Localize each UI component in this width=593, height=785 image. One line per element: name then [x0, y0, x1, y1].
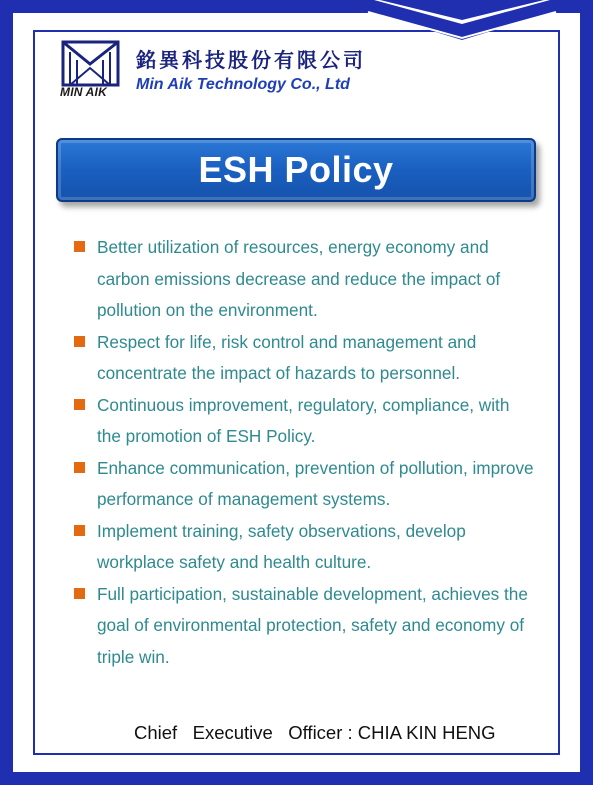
- page-title: ESH Policy: [198, 149, 394, 190]
- policy-text: Implement training, safety observations, develop workplace safety and health culture.: [97, 520, 466, 572]
- signature-line: Chief Executive Officer : CHIA KIN HENG: [134, 722, 496, 743]
- policy-text: Respect for life, risk control and management and concentrate the impact of hazards to personnel.: [97, 331, 477, 383]
- list-item: [74, 579, 534, 674]
- list-item: [74, 516, 534, 579]
- company-name-english: Min Aik Technology Co., Ltd: [136, 76, 350, 93]
- list-item: [74, 390, 534, 453]
- list-item: [74, 453, 534, 516]
- company-name-chinese: 銘異科技股份有限公司: [136, 48, 366, 72]
- top-ribbon-decoration: [364, 0, 560, 42]
- square-bullet-icon: [74, 588, 85, 599]
- policy-text: Enhance communication, prevention of pollution, improve performance of management systems.: [97, 457, 534, 509]
- policy-text: Better utilization of resources, energy economy and carbon emissions decrease and reduce the impact of pollution on the environment.: [97, 237, 501, 320]
- list-item: [74, 327, 534, 390]
- square-bullet-icon: [74, 336, 85, 347]
- square-bullet-icon: [74, 399, 85, 410]
- policy-list: [74, 232, 534, 673]
- square-bullet-icon: [74, 462, 85, 473]
- logo-caption: MIN AIK: [60, 85, 107, 99]
- list-item: [74, 232, 534, 327]
- policy-text: Continuous improvement, regulatory, compliance, with the promotion of ESH Policy.: [97, 394, 510, 446]
- policy-text: Full participation, sustainable development, achieves the goal of environmental protection, safety and economy of triple win.: [97, 583, 528, 667]
- square-bullet-icon: [74, 525, 85, 536]
- title-banner: [56, 138, 536, 202]
- square-bullet-icon: [74, 241, 85, 252]
